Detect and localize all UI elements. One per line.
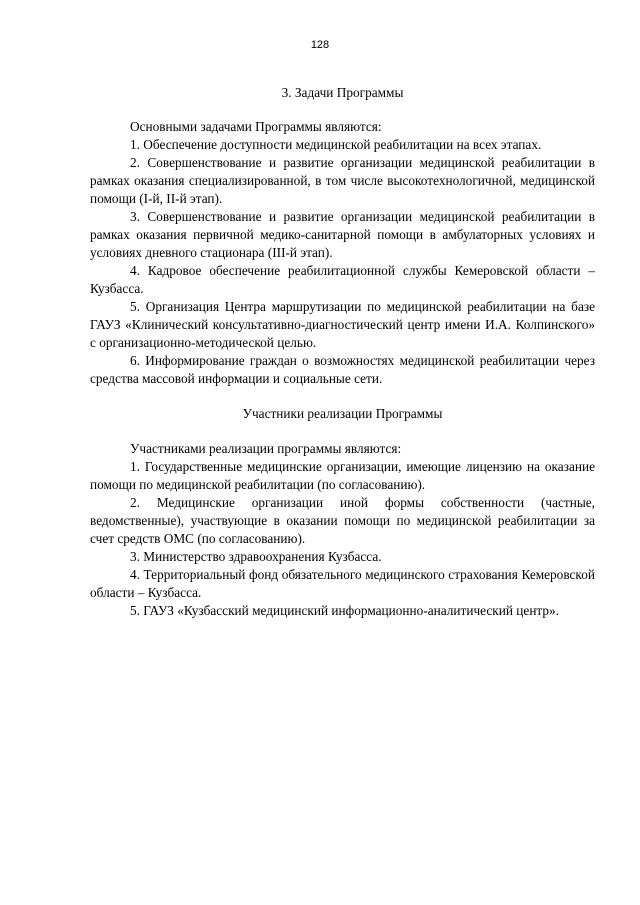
participant-item-1: 1. Государственные медицинские организации, имеющие лицензию на оказание помощи по медицинской реабилитации (по согласованию). xyxy=(90,459,595,492)
task-item-4: 4. Кадровое обеспечение реабилитационной службы Кемеровской области – Кузбасса. xyxy=(90,263,595,296)
task-item-5: 5. Организация Центра маршрутизации по медицинской реабилитации на базе ГАУЗ «Клинический консультативно-диагностический центр имени И.А. Колпинского» с организационно-методической целью. xyxy=(90,299,595,350)
participant-item-5: 5. ГАУЗ «Кузбасский медицинский информационно-аналитический центр». xyxy=(130,603,560,618)
task-item-2: 2. Совершенствование и развитие организации медицинской реабилитации в рамках оказания специализированной, в том числе высокотехнологичной, медицинской помощи (I-й, II-й этап). xyxy=(90,155,595,206)
participant-item-2: 2. Медицинские организации иной формы собственности (частные, ведомственные), участвующие в оказании помощи по медицинской реабилитации за счет средств ОМС (по согласованию). xyxy=(90,495,595,546)
participants-intro: Участниками реализации программы являются: xyxy=(130,441,402,456)
tasks-intro: Основными задачами Программы являются: xyxy=(130,119,382,134)
document-body xyxy=(90,84,595,620)
task-item-6: 6. Информирование граждан о возможностях медицинской реабилитации через средства массовой информации и социальные сети. xyxy=(90,353,595,386)
task-item-3: 3. Совершенствование и развитие организации медицинской реабилитации в рамках оказания первичной медико-санитарной помощи в амбулаторных условиях и условиях дневного стационара (III-й этап). xyxy=(90,209,595,260)
section-heading-participants: Участники реализации Программы xyxy=(242,406,443,421)
page-number: 128 xyxy=(310,39,330,51)
participant-item-3: 3. Министерство здравоохранения Кузбасса. xyxy=(130,549,382,564)
task-item-1: 1. Обеспечение доступности медицинской реабилитации на всех этапах. xyxy=(130,137,542,152)
section-heading-tasks: 3. Задачи Программы xyxy=(281,85,404,100)
participant-item-4: 4. Территориальный фонд обязательного медицинского страхования Кемеровской области – Кузбасса. xyxy=(90,567,595,600)
